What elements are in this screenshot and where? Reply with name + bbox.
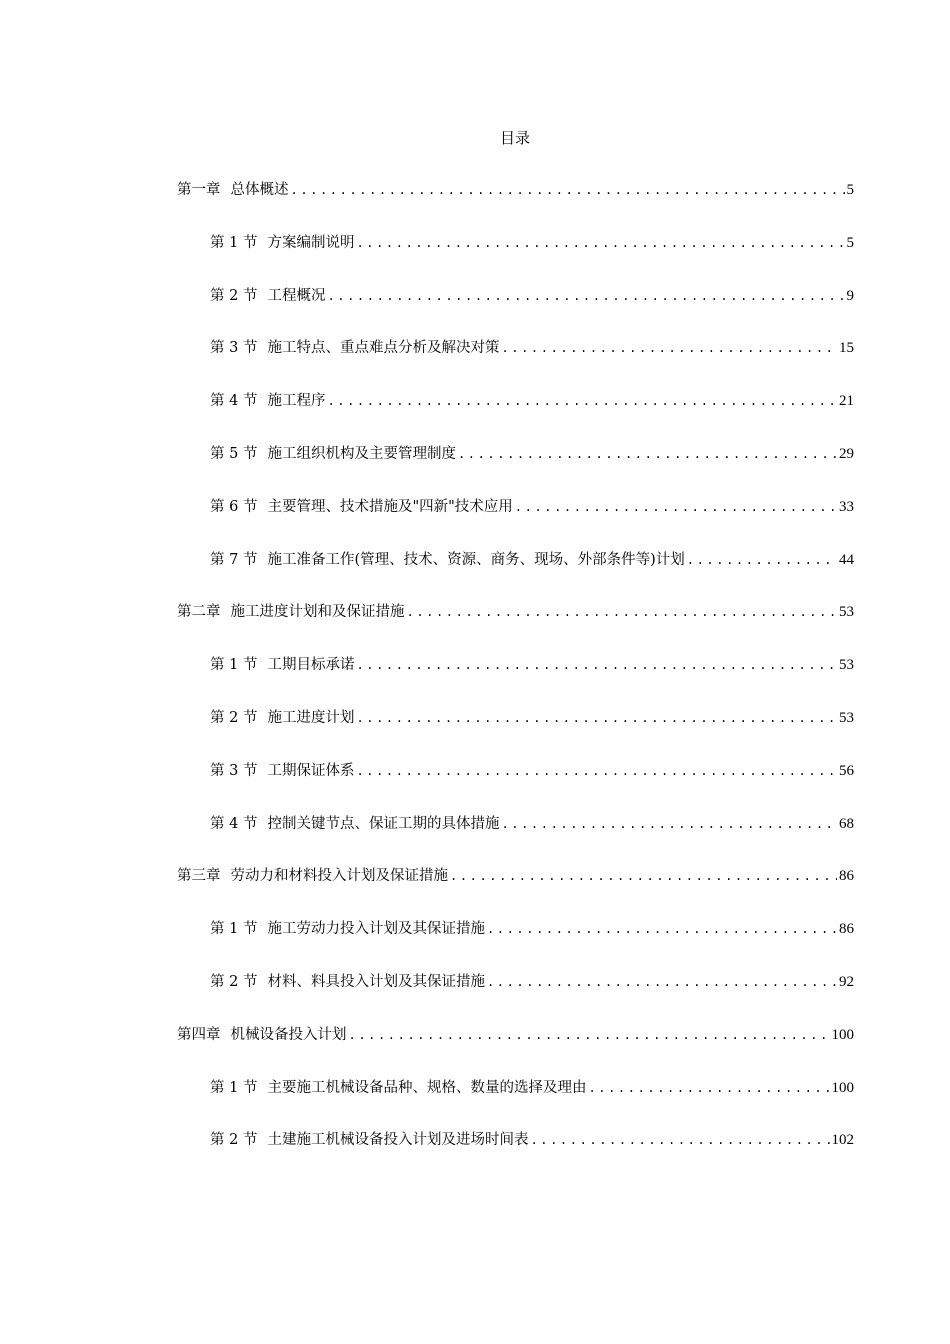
toc-page-number: 53: [839, 657, 854, 674]
toc-dot-leader: [407, 601, 838, 623]
toc-entry-label: [177, 601, 405, 623]
toc-dot-leader: [291, 179, 845, 201]
toc-section-entry[interactable]: [210, 971, 854, 993]
toc-entry-number: 第一章: [177, 182, 221, 198]
toc-chapter-entry[interactable]: [177, 1024, 854, 1046]
toc-entry-label: [210, 549, 685, 571]
toc-entry-label: [210, 918, 485, 940]
toc-entry-number: 第 2 节: [210, 710, 258, 726]
toc-entry-text: 劳动力和材料投入计划及保证措施: [230, 868, 448, 885]
toc-entry-label: [210, 232, 354, 254]
toc-page-number: 100: [831, 1079, 854, 1096]
toc-entry-text: 总体概述: [230, 182, 289, 198]
toc-page-number: 15: [839, 340, 854, 357]
toc-section-entry[interactable]: [210, 813, 854, 835]
toc-page-number: 56: [839, 762, 854, 779]
toc-page-number: 9: [846, 287, 854, 304]
toc-dot-leader: [487, 918, 837, 940]
toc-entry-text: 材料、料具投入计划及其保证措施: [267, 974, 485, 990]
page-title: 目录: [499, 129, 530, 147]
toc-entry-text: 工程概况: [267, 287, 326, 304]
toc-entry-text: 主要施工机械设备品种、规格、数量的选择及理由: [267, 1079, 587, 1096]
toc-section-entry[interactable]: [210, 918, 854, 940]
toc-entry-text: 控制关键节点、保证工期的具体措施: [267, 815, 500, 832]
toc-entry-text: 方案编制说明: [267, 234, 355, 251]
toc-entry-text: 主要管理、技术措施及"四新"技术应用: [267, 498, 513, 515]
toc-section-entry[interactable]: [210, 337, 854, 359]
toc-section-entry[interactable]: [210, 1129, 854, 1151]
toc-section-entry[interactable]: [210, 707, 854, 729]
toc-section-entry[interactable]: [210, 654, 854, 676]
toc-page-number: 92: [839, 974, 854, 990]
toc-entry-number: 第四章: [177, 1026, 221, 1043]
toc-page-number: 86: [839, 868, 854, 885]
toc-entry-label: [210, 443, 456, 465]
toc-entry-number: 第三章: [177, 868, 221, 885]
toc-dot-leader: [356, 654, 837, 676]
toc-entry-label: [210, 496, 513, 518]
toc-page-number: 53: [839, 604, 854, 621]
toc-entry-text: 施工组织机构及主要管理制度: [267, 446, 456, 462]
toc-entry-number: 第 4 节: [210, 815, 258, 832]
toc-dot-leader: [356, 707, 837, 729]
toc-entry-label: [210, 390, 325, 412]
toc-entry-label: [210, 654, 354, 676]
toc-entry-text: 施工进度计划: [267, 710, 355, 726]
toc-dot-leader: [327, 390, 837, 412]
toc-entry-number: 第 1 节: [210, 921, 258, 938]
toc-dot-leader: [687, 549, 837, 571]
toc-entry-text: 施工进度计划和及保证措施: [230, 604, 405, 621]
toc-page-number: 44: [839, 551, 854, 568]
toc-dot-leader: [501, 337, 837, 359]
toc-entry-label: [210, 1129, 528, 1151]
toc-entry-number: 第 1 节: [210, 1079, 258, 1096]
toc-entry-number: 第 4 节: [210, 393, 258, 410]
toc-entry-label: [210, 285, 325, 307]
toc-page-number: 21: [839, 393, 854, 410]
toc-section-entry[interactable]: [210, 390, 854, 412]
toc-dot-leader: [450, 865, 837, 887]
toc-entry-number: 第 2 节: [210, 1132, 258, 1149]
toc-page-number: 5: [846, 234, 854, 251]
toc-section-entry[interactable]: [210, 760, 854, 782]
toc-dot-leader: [349, 1024, 830, 1046]
toc-entry-label: [210, 707, 354, 729]
toc-dot-leader: [588, 1077, 829, 1099]
toc-entry-number: 第 3 节: [210, 340, 258, 357]
toc-entry-number: 第 1 节: [210, 657, 258, 674]
toc-entry-text: 土建施工机械设备投入计划及进场时间表: [267, 1132, 529, 1149]
toc-entry-text: 施工准备工作(管理、技术、资源、商务、现场、外部条件等)计划: [267, 551, 685, 568]
toc-section-entry[interactable]: [210, 232, 854, 254]
toc-section-entry[interactable]: [210, 549, 854, 571]
toc-dot-leader: [356, 232, 844, 254]
toc-page-number: 29: [839, 446, 854, 462]
toc-entry-number: 第 2 节: [210, 974, 258, 990]
toc-entry-number: 第 5 节: [210, 446, 258, 462]
toc-entry-text: 工期保证体系: [267, 762, 355, 779]
toc-page-number: 5: [846, 182, 854, 198]
toc-dot-leader: [530, 1129, 829, 1151]
toc-entry-label: [210, 971, 485, 993]
toc-chapter-entry[interactable]: [177, 179, 854, 201]
toc-entry-label: [210, 760, 354, 782]
toc-page-number: 68: [839, 815, 854, 832]
toc-chapter-entry[interactable]: [177, 601, 854, 623]
toc-entry-text: 施工劳动力投入计划及其保证措施: [267, 921, 485, 938]
toc-section-entry[interactable]: [210, 1077, 854, 1099]
toc-entry-number: 第 6 节: [210, 498, 258, 515]
toc-dot-leader: [487, 971, 837, 993]
toc-dot-leader: [327, 285, 844, 307]
toc-section-entry[interactable]: [210, 285, 854, 307]
toc-entry-number: 第二章: [177, 604, 221, 621]
toc-chapter-entry[interactable]: [177, 865, 854, 887]
toc-entry-text: 施工程序: [267, 393, 326, 410]
toc-section-entry[interactable]: [210, 443, 854, 465]
toc-entry-label: [210, 337, 499, 359]
toc-section-entry[interactable]: [210, 496, 854, 518]
toc-page-number: 53: [839, 710, 854, 726]
toc-dot-leader: [515, 496, 837, 518]
toc-entry-number: 第 3 节: [210, 762, 258, 779]
toc-page-number: 33: [839, 498, 854, 515]
toc-entry-label: [210, 1077, 586, 1099]
toc-entry-label: [177, 179, 289, 201]
toc-dot-leader: [458, 443, 837, 465]
toc-entry-number: 第 1 节: [210, 234, 258, 251]
toc-entry-number: 第 7 节: [210, 551, 258, 568]
toc-dot-leader: [356, 760, 837, 782]
toc-page-number: 102: [831, 1132, 854, 1149]
toc-entry-label: [177, 1024, 347, 1046]
toc-page-number: 86: [839, 921, 854, 938]
toc-entry-label: [177, 865, 448, 887]
toc-entry-text: 机械设备投入计划: [230, 1026, 347, 1043]
toc-entry-label: [210, 813, 499, 835]
toc-entry-text: 施工特点、重点难点分析及解决对策: [267, 340, 500, 357]
toc-page-number: 100: [831, 1026, 854, 1043]
toc-entry-number: 第 2 节: [210, 287, 258, 304]
toc-entry-text: 工期目标承诺: [267, 657, 355, 674]
toc-dot-leader: [501, 813, 837, 835]
